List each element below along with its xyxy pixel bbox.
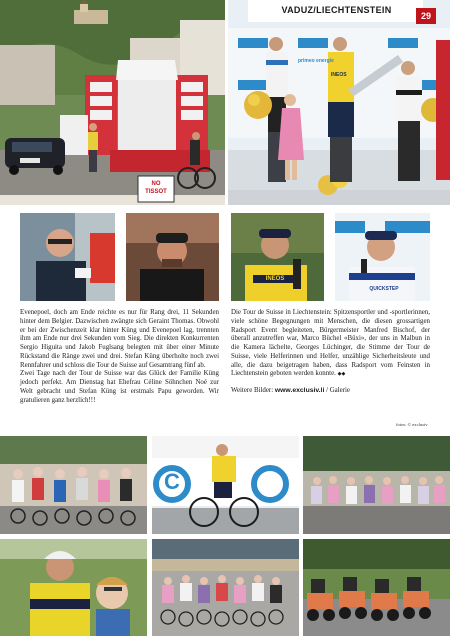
jersey-text-ineos: INEOS xyxy=(331,72,347,78)
article-column-left xyxy=(20,309,219,427)
article-end-mark: ◆◆ xyxy=(337,372,346,378)
photo-rider-with-child xyxy=(0,539,147,636)
page-number: 29 xyxy=(416,8,436,24)
banner-letter-c: C xyxy=(164,470,180,494)
more-photos-link[interactable]: www.exclusiv.li xyxy=(274,387,325,394)
photo-motorbikes xyxy=(303,539,450,636)
jersey-text-quickstep: QUICKSTEP xyxy=(369,286,399,292)
tissot-sign-text: NO TISSOT xyxy=(145,181,167,195)
portrait-man-with-glasses xyxy=(20,213,115,301)
article-column-right xyxy=(231,309,430,427)
photo-peloton-2 xyxy=(303,436,450,534)
portrait-man-with-cap xyxy=(126,213,219,301)
photo-podium-winners xyxy=(228,0,450,205)
jersey-text-ineos-portrait: INEOS xyxy=(265,276,285,282)
more-photos-suffix: / Galerie xyxy=(324,387,350,394)
portrait-rider-yellow-jersey xyxy=(231,213,324,301)
banner-vaduz-liechtenstein: VADUZ/LIECHTENSTEIN xyxy=(281,5,392,15)
photo-yellow-jersey-rider xyxy=(152,436,299,534)
portrait-rider-white-jersey xyxy=(335,213,430,301)
article-paragraph-2: Zwei Tage nach der Tour de Suisse war das Glück der Familie Küng jedoch perfekt. Am Dienstag hat Ehefrau Céline Söhnchen Noé zur Welt gebracht und Stefan Küng ist erstmals Papu geworden. Wir gratulieren ganz herzlich!!! xyxy=(20,370,219,404)
photo-credit: fotos: © exclusiv xyxy=(396,422,428,427)
article-paragraph-1: Evenepoel, doch am Ende reichte es nur für Rang drei, 11 Sekunden hinter dem Belgier. Dazwischen zwängte sich Geraint Thomas. Obwohl er bei der Zwischenzeit klar hinter Küng und Evenepoel lag, trennten ihm am Ende nur drei Sekunden vom Sieg. Die direkten Konkurrenten Sergio Higuita und Jakob Fuglsang belegten mit über einer Minute Rückstand die Ränge zwei und drei. Stefan Küng überholte noch zwei Rennfahrer und schloss die Tour de Suisse auf Gesamtrang fünf ab. xyxy=(20,309,219,369)
photo-podium-stage xyxy=(0,0,225,205)
sponsor-text: primeo energie xyxy=(298,58,334,64)
photo-peloton-1 xyxy=(0,436,147,534)
article-paragraph-3: Die Tour de Suisse in Liechtenstein: Spitzensportler und -sportlerinnen, viele schöne Begegnungen mit Menschen, die diesen grossartigen Radsport Event begleiteten, Bürgermeister Manfred Bischof, der überall anzutreffen war, Marco Büchel «Büxi», der uns in Malbun in die Kamera lächelte, Georges Lüchinger, die Stimme der Tour de Suisse, viele Helferinnen und Helfer, unzählige Sicherheitsleute und alle, die dazu beigetragen haben, dass Radsport vom Feinsten in Liechtenstein geboten werden konnte. xyxy=(231,309,430,378)
more-photos-label: Weitere Bilder: xyxy=(231,387,275,394)
photo-peloton-3 xyxy=(152,539,299,636)
